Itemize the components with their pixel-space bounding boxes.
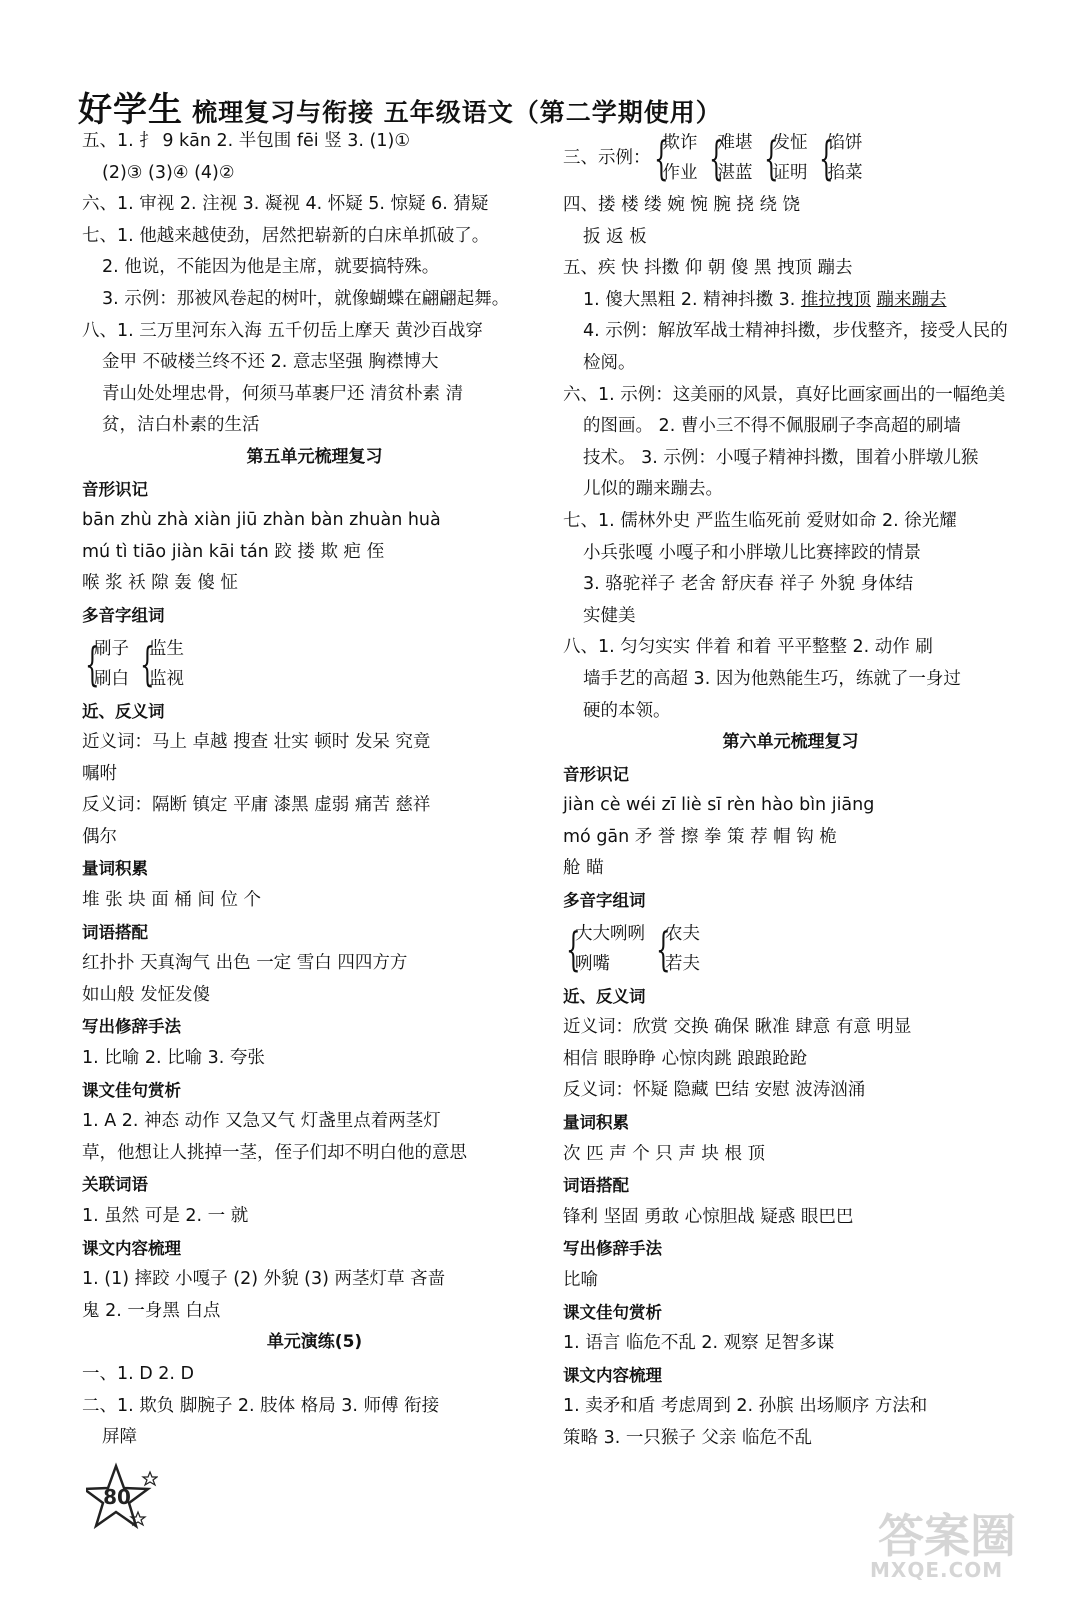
answer-line: [563, 506, 1018, 538]
line-text: 硬的本领。: [583, 700, 671, 721]
line-text: 金甲 不破楼兰终不还 2. 意志坚强 胸襟博大: [102, 352, 439, 373]
answer-line: [563, 285, 1018, 317]
brace-icon: {: [708, 131, 724, 185]
answer-line: [82, 1391, 547, 1423]
line-text: 五、1. 扌 9 kān 2. 半包围 fēi 竖 3. (1)①: [82, 131, 411, 151]
line-text: 策略 3. 一只猴子 父亲 临危不乱: [563, 1427, 812, 1448]
brace-icon: {: [85, 636, 100, 691]
line-text: 3. 示例：那被风卷起的树叶，就像蝴蝶在翩翩起舞。: [102, 288, 510, 309]
line-text: bān zhù zhà xiàn jiū zhàn bàn zhuàn huà: [82, 510, 441, 531]
line-text: 1. 卖矛和盾 考虑周到 2. 孙膑 出场顺序 方法和: [563, 1396, 928, 1417]
word: 欺诈: [662, 133, 698, 153]
line-text: 近义词：马上 卓越 搜查 壮实 顿时 发呆 究竟: [82, 732, 431, 753]
answer-line: [82, 1138, 547, 1170]
answer-line: [82, 189, 547, 221]
line-text: 1. A 2. 神态 动作 又急又气 灯盏里点着两茎灯: [82, 1111, 441, 1132]
right-column: [563, 126, 1018, 1455]
line-text: 青山处处埋忠骨，何须马革裹尸还 清贫朴素 清: [102, 383, 464, 404]
brace-icon: {: [140, 636, 155, 691]
unit-title: [82, 1327, 547, 1359]
line-text: 课文佳句赏析: [82, 1080, 181, 1100]
answer-line: [82, 505, 547, 537]
line-text: 偶尔: [82, 826, 117, 847]
line-text: 检阅。: [583, 352, 636, 373]
line-text: 词语搭配: [563, 1176, 629, 1196]
brace-icon: {: [653, 131, 669, 185]
answer-line: [82, 980, 547, 1012]
line-text: 锋利 坚固 勇敢 心惊胆战 疑惑 眼巴巴: [563, 1206, 854, 1227]
answer-line: [563, 1423, 1018, 1455]
answer-line: [563, 316, 1018, 348]
left-column: [82, 126, 547, 1454]
underlined-text: 推拉拽顶: [800, 289, 871, 310]
line-text: 关联词语: [82, 1175, 148, 1195]
section-heading: [82, 1075, 547, 1107]
answer-line: [563, 569, 1018, 601]
underlined-text: 蹦来蹦去: [876, 289, 947, 310]
line-text: 七、1. 儒林外史 严监生临死前 爱财如命 2. 徐光耀: [563, 510, 957, 531]
answer-line: [563, 790, 1018, 822]
example-group: [563, 126, 1018, 190]
answer-line: [563, 664, 1018, 696]
brace-icon: {: [818, 131, 834, 185]
line-text: 如山般 发怔发傻: [82, 984, 211, 1005]
word: 掐菜: [827, 163, 863, 183]
line-text: 八、1. 三万里河东入海 五千仞岳上摩天 黄沙百战穿: [82, 320, 483, 341]
watermark-logo: 答案圈: [878, 1509, 1016, 1563]
answer-line: [563, 1075, 1018, 1107]
word: 监生: [149, 638, 184, 659]
answer-line: [82, 158, 547, 190]
line-text: 堆 张 块 面 桶 间 位 个: [82, 890, 261, 911]
word: 发怔: [772, 133, 808, 153]
brace-icon: {: [566, 921, 581, 976]
line-text: 五、疾 快 抖擞 仰 朝 傻 黑 拽顶 蹦去: [563, 258, 853, 279]
answer-line: [82, 252, 547, 284]
section-heading: [563, 885, 1018, 917]
brand-title: 好学生: [78, 90, 183, 130]
line-text: 1. (1) 摔跤 小嘎子 (2) 外貌 (3) 两茎灯草 吝啬: [82, 1269, 446, 1290]
line-text: 鬼 2. 一身黑 白点: [82, 1300, 221, 1321]
answer-line: [82, 537, 547, 569]
answer-line: [82, 568, 547, 600]
word: 刷白: [94, 668, 129, 689]
page-number-star-icon: [86, 1462, 158, 1534]
answer-line: [563, 1012, 1018, 1044]
answer-line: [82, 759, 547, 791]
section-heading: [82, 1233, 547, 1265]
line-text: 近义词：欣赏 交换 确保 瞅准 肆意 有意 明显: [563, 1017, 912, 1038]
word: 刷子: [94, 638, 129, 659]
word: 作业: [662, 163, 698, 183]
line-text: 4. 示例：解放军战士精神抖擞，步伐整齐，接受人民的: [583, 321, 1008, 342]
line-text: 近、反义词: [82, 701, 165, 721]
line-text: 草，他想让人挑掉一茎，侄子们却不明白他的意思: [82, 1142, 467, 1163]
answer-line: [563, 696, 1018, 728]
line-text: jiàn cè wéi zī liè sī rèn hào bìn jiāng: [563, 795, 875, 816]
word: 证明: [772, 163, 808, 183]
line-text: 舱 瞄: [563, 858, 604, 879]
section-heading: [82, 696, 547, 728]
section-heading: [82, 474, 547, 506]
line-text: 课文佳句赏析: [563, 1302, 662, 1322]
line-text: 音形识记: [82, 479, 148, 499]
line-text: 六、1. 审视 2. 注视 3. 凝视 4. 怀疑 5. 惊疑 6. 猜疑: [82, 194, 489, 215]
answer-line: [563, 443, 1018, 475]
answer-line: [82, 822, 547, 854]
answer-line: [563, 1391, 1018, 1423]
unit-title: [82, 442, 547, 474]
line-text: 的图画。 2. 曹小三不得不佩服刷子李高超的刷墙: [583, 416, 961, 437]
line-text: 儿似的蹦来蹦去。: [583, 479, 723, 500]
line-text: 实健美: [583, 605, 636, 626]
word: 湛蓝: [717, 163, 753, 183]
line-text: 八、1. 匀匀实实 伴着 和着 平平整整 2. 动作 刷: [563, 637, 933, 658]
brace-group: [651, 128, 698, 188]
line-text: 量词积累: [82, 859, 148, 879]
section-heading: [563, 1107, 1018, 1139]
line-text: 二、1. 欺负 脚腕子 2. 肢体 格局 3. 师傅 衔接: [82, 1395, 440, 1416]
line-text: 扳 返 板: [583, 226, 647, 247]
answer-line: [563, 632, 1018, 664]
brace-group: [653, 919, 700, 979]
answer-line: [563, 1328, 1018, 1360]
word: 农夫: [665, 923, 700, 944]
answer-line: [82, 1264, 547, 1296]
page-header: [78, 82, 1038, 130]
line-text: 1. 比喻 2. 比喻 3. 夸张: [82, 1048, 265, 1069]
line-text: 七、1. 他越来越使劲，居然把崭新的白床单抓破了。: [82, 225, 490, 246]
line-text: 嘱咐: [82, 763, 117, 784]
word: 大大咧咧: [575, 923, 645, 944]
line-text: 相信 眼睁睁 心惊肉跳 踉踉跄跄: [563, 1048, 808, 1069]
line-text: 小兵张嘎 小嘎子和小胖墩儿比赛摔跤的情景: [583, 542, 922, 563]
answer-line: [82, 379, 547, 411]
section-heading: [563, 1170, 1018, 1202]
answer-line: [563, 1139, 1018, 1171]
line-text: 技术。 3. 示例：小嘎子精神抖擞，围着小胖墩儿猴: [583, 447, 979, 468]
answer-line: [563, 380, 1018, 412]
answer-line: [82, 221, 547, 253]
answer-line: [82, 727, 547, 759]
answer-line: [82, 1106, 547, 1138]
answer-line: [82, 316, 547, 348]
answer-line: [82, 126, 547, 158]
line-text: 多音字组词: [82, 605, 165, 625]
line-text: 贫，洁白朴素的生活: [102, 415, 260, 436]
line-text: 课文内容梳理: [82, 1238, 181, 1258]
answer-line: [563, 253, 1018, 285]
line-text: 近、反义词: [563, 986, 646, 1006]
line-text: 音形识记: [563, 764, 629, 784]
line-text: 六、1. 示例：这美丽的风景，真好比画家画出的一幅绝美: [563, 384, 1006, 405]
page-number: 80: [103, 1485, 131, 1509]
line-text: 1. 虽然 可是 2. 一 就: [82, 1206, 249, 1226]
answer-line: [563, 474, 1018, 506]
line-text: 量词积累: [563, 1113, 629, 1133]
line-text: mú tì tiāo jiàn kāi tán 跤 搂 欺 疤 侄: [82, 541, 385, 562]
brace-group: [761, 128, 808, 188]
line-text: 喉 浆 袄 隙 轰 傻 怔: [82, 573, 238, 594]
answer-line: [82, 410, 547, 442]
line-text: 反义词：隔断 镇定 平庸 漆黑 虚弱 痛苦 慈祥: [82, 795, 431, 816]
answer-line: [563, 822, 1018, 854]
polyphone-group: [82, 632, 547, 696]
line-text: 1. 傻大黑粗 2. 精神抖擞 3.: [583, 289, 801, 310]
answer-line: [563, 1044, 1018, 1076]
polyphone-group: [563, 917, 1018, 981]
line-text: 课文内容梳理: [563, 1365, 662, 1385]
word: 咧嘴: [575, 953, 610, 974]
answer-line: [563, 538, 1018, 570]
answer-line: [82, 1359, 547, 1391]
unit-title: [563, 727, 1018, 759]
answer-line: [82, 1296, 547, 1328]
section-heading: [563, 1233, 1018, 1265]
brace-icon: {: [656, 921, 671, 976]
line-text: 红扑扑 天真淘气 出色 一定 雪白 四四方方: [82, 953, 408, 974]
answer-line: [82, 347, 547, 379]
brace-group: [563, 919, 645, 979]
section-heading: [563, 1360, 1018, 1392]
answer-line: [563, 1202, 1018, 1234]
line-text: 四、搂 楼 缕 婉 惋 腕 挠 绕 饶: [563, 195, 801, 215]
answer-line: [82, 790, 547, 822]
section-heading: [82, 917, 547, 949]
answer-line: [82, 948, 547, 980]
section-heading: [82, 1011, 547, 1043]
line-text: 比喻: [563, 1270, 598, 1290]
line-text: 第六单元梳理复习: [722, 732, 859, 753]
line-text: 词语搭配: [82, 922, 148, 942]
item-prefix: 三、示例：: [563, 148, 651, 168]
section-heading: [82, 1169, 547, 1201]
line-text: 一、1. D 2. D: [82, 1363, 195, 1384]
brace-group: [706, 128, 753, 188]
brace-group: [816, 128, 863, 188]
line-text: 反义词：怀疑 隐藏 巴结 安慰 波涛汹涌: [563, 1080, 866, 1101]
line-text: 墙手艺的高超 3. 因为他熟能生巧，练就了一身过: [583, 668, 961, 689]
word: 难堪: [717, 133, 753, 153]
line-text: (2)③ (3)④ (4)②: [102, 162, 235, 183]
line-text: 单元演练(5): [266, 1332, 363, 1353]
section-heading: [563, 981, 1018, 1013]
line-text: 第五单元梳理复习: [246, 446, 383, 467]
answer-line: [82, 885, 547, 917]
answer-line: [82, 1422, 547, 1454]
answer-line: [563, 222, 1018, 254]
brace-group: [82, 634, 129, 694]
book-subtitle: 梳理复习与衔接 五年级语文（第二学期使用）: [192, 98, 722, 127]
line-text: 1. 语言 临危不乱 2. 观察 足智多谋: [563, 1333, 835, 1354]
answer-line: [563, 853, 1018, 885]
line-text: 多音字组词: [563, 891, 646, 911]
line-text: 屏障: [102, 1427, 137, 1448]
section-heading: [82, 600, 547, 632]
answer-line: [563, 411, 1018, 443]
word: 馅饼: [827, 133, 863, 153]
watermark: [870, 1500, 1050, 1590]
answer-line: [82, 284, 547, 316]
line-text: 2. 他说，不能因为他是主席，就要搞特殊。: [102, 257, 440, 278]
line-text: 次 匹 声 个 只 声 块 根 顶: [563, 1143, 766, 1164]
word: 若夫: [665, 953, 700, 974]
answer-line: [82, 1043, 547, 1075]
section-heading: [82, 853, 547, 885]
line-text: 写出修辞手法: [82, 1017, 181, 1037]
brace-icon: {: [763, 131, 779, 185]
line-text: 3. 骆驼祥子 老舍 舒庆春 祥子 外貌 身体结: [583, 574, 914, 595]
section-heading: [563, 759, 1018, 791]
answer-line: [563, 190, 1018, 222]
line-text: 写出修辞手法: [563, 1239, 662, 1259]
section-heading: [563, 1297, 1018, 1329]
word: 监视: [149, 668, 184, 689]
answer-line: [563, 601, 1018, 633]
answer-line: [563, 1265, 1018, 1297]
watermark-url: MXQE.COM: [870, 1558, 1004, 1582]
brace-group: [137, 634, 184, 694]
answer-line: [563, 348, 1018, 380]
answer-line: [82, 1201, 547, 1233]
line-text: mó gān 矛 誉 擦 拳 策 荐 帽 钩 桅: [563, 826, 837, 847]
